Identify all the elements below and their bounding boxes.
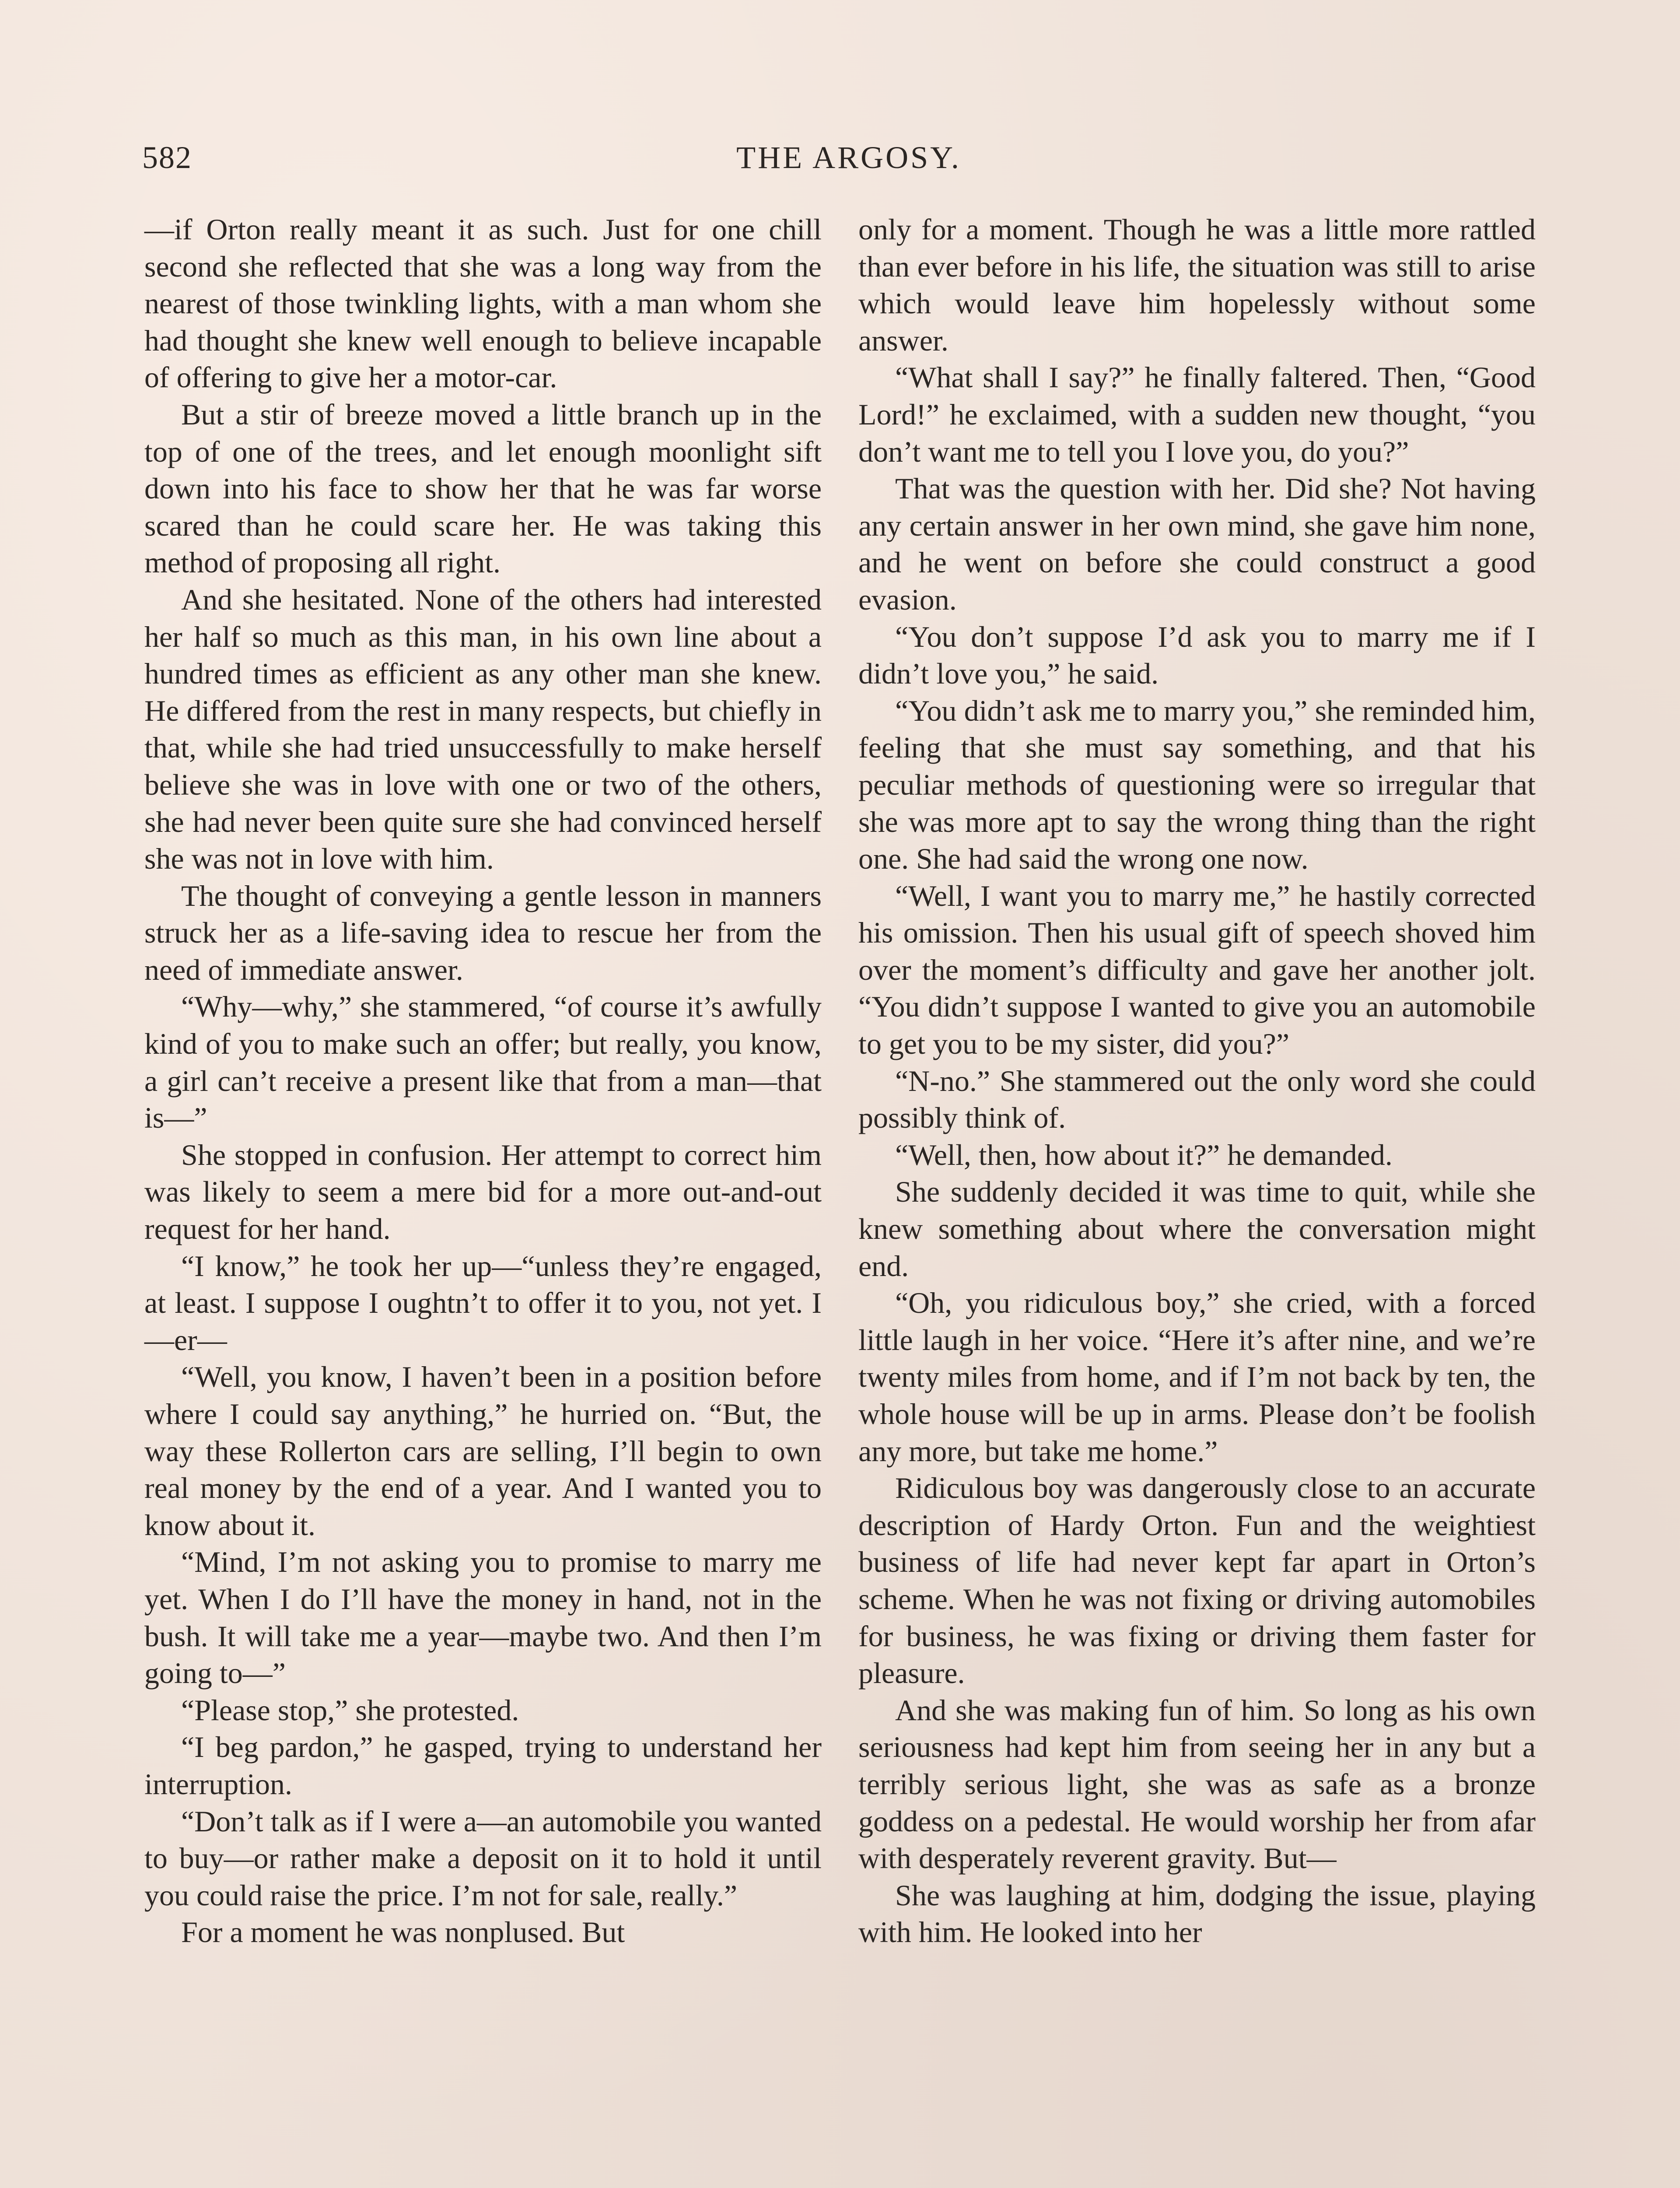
paragraph: And she was making fun of him. So long as his own seriousness had kept him from seeing her in any but a terribly serious light, she was as safe as a bronze goddess on a pedestal. He would worship her from afar with desperately reverent gravity. But— — [858, 1693, 1536, 1875]
paragraph: “Well, I want you to marry me,” he hastily corrected his omission. Then his usual gift of speech shoved him over the moment’s difficulty and gave her another jolt. “You didn’t suppose I wanted to give you an automobile to get you to be my sister, did you?” — [858, 879, 1536, 1061]
paragraph: “I beg pardon,” he gasped, trying to understand her interruption. — [144, 1730, 822, 1801]
paragraph: “Why—why,” she stammered, “of course it’s awfully kind of you to make such an offer; but really, you know, a girl can’t receive a present like that from a man—that is—” — [144, 990, 822, 1135]
paragraph: She was laughing at him, dodging the issue, playing with him. He looked into her — [858, 1878, 1536, 1949]
paragraph: “Well, then, how about it?” he demanded. — [895, 1138, 1393, 1171]
paragraph: “Please stop,” she protested. — [181, 1693, 519, 1727]
paragraph: “You didn’t ask me to marry you,” she reminded him, feeling that she must say something, and that his peculiar methods of questioning were so irregular that she was more apt to say the wrong thing than the right one. She had said the wrong one now. — [858, 694, 1536, 876]
page-header — [0, 133, 1680, 182]
paragraph: “I know,” he took her up—“unless they’re engaged, at least. I suppose I oughtn’t to offer it to you, not yet. I—er— — [144, 1249, 822, 1357]
paragraph: “Oh, you ridiculous boy,” she cried, with a forced little laugh in her voice. “Here it’s after nine, and we’re twenty miles from home, and if I’m not back by ten, the whole house will be up in arms. Please don’t be foolish any more, but take me home.” — [858, 1286, 1536, 1468]
paragraph: “Well, you know, I haven’t been in a position before where I could say anything,” he hurried on. “But, the way these Rollerton cars are selling, I’ll begin to own real money by the end of a year. And I wanted you to know about it. — [144, 1360, 822, 1542]
paragraph: That was the question with her. Did she? Not having any certain answer in her own mind, she gave him none, and he went on before she could construct a good evasion. — [858, 472, 1536, 616]
text-column-left — [144, 211, 822, 1951]
paragraph: And she hesitated. None of the others had interested her half so much as this man, in his own line about a hundred times as efficient as any other man she knew. He differed from the rest in many respects, but chiefly in that, while she had tried unsuccessfully to make herself believe she was in love with one or two of the others, she had never been quite sure she had convinced herself she was not in love with him. — [144, 582, 822, 876]
paragraph: “What shall I say?” he finally faltered. Then, “Good Lord!” he exclaimed, with a sudden new thought, “you don’t want me to tell you I love you, do you?” — [858, 361, 1536, 468]
page-number: 582 — [142, 140, 192, 175]
paragraph: Ridiculous boy was dangerously close to an accurate description of Hardy Orton. Fun and the weightiest business of life had never kept far apart in Orton’s scheme. When he was not fixing or driving automobiles for business, he was fixing or driving them faster for pleasure. — [858, 1471, 1536, 1690]
paragraph: “Mind, I’m not asking you to promise to marry me yet. When I do I’ll have the money in hand, not in the bush. It will take me a year—maybe two. And then I’m going to—” — [144, 1545, 822, 1690]
paragraph: She suddenly decided it was time to quit, while she knew something about where the conversation might end. — [858, 1175, 1536, 1283]
paragraph: But a stir of breeze moved a little branch up in the top of one of the trees, and let enough moonlight sift down into his face to show her that he was far worse scared than he could scare her. He was taking this method of proposing all right. — [144, 397, 822, 579]
text-column-right — [858, 211, 1536, 1951]
paragraph: —if Orton really meant it as such. Just for one chill second she reflected that she was a long way from the nearest of those twinkling lights, with a man whom she had thought she knew well enough to believe incapable of offering to give her a motor-car. — [144, 213, 822, 394]
running-head: THE ARGOSY. — [736, 140, 961, 175]
paragraph: “N-no.” She stammered out the only word she could possibly think of. — [858, 1064, 1536, 1135]
paragraph: “Don’t talk as if I were a—an automobile you wanted to buy—or rather make a deposit on it to hold it until you could raise the price. I’m not for sale, really.” — [144, 1804, 822, 1912]
paragraph: The thought of conveying a gentle lesson in manners struck her as a life-saving idea to rescue her from the need of immediate answer. — [144, 879, 822, 986]
paragraph: “You don’t suppose I’d ask you to marry me if I didn’t love you,” he said. — [858, 620, 1536, 691]
paragraph: For a moment he was nonplused. But — [181, 1915, 625, 1949]
paragraph: only for a moment. Though he was a little more rattled than ever before in his life, the situation was still to arise which would leave him hopelessly without some answer. — [858, 213, 1536, 357]
paragraph: She stopped in confusion. Her attempt to correct him was likely to seem a mere bid for a more out-and-out request for her hand. — [144, 1138, 822, 1246]
